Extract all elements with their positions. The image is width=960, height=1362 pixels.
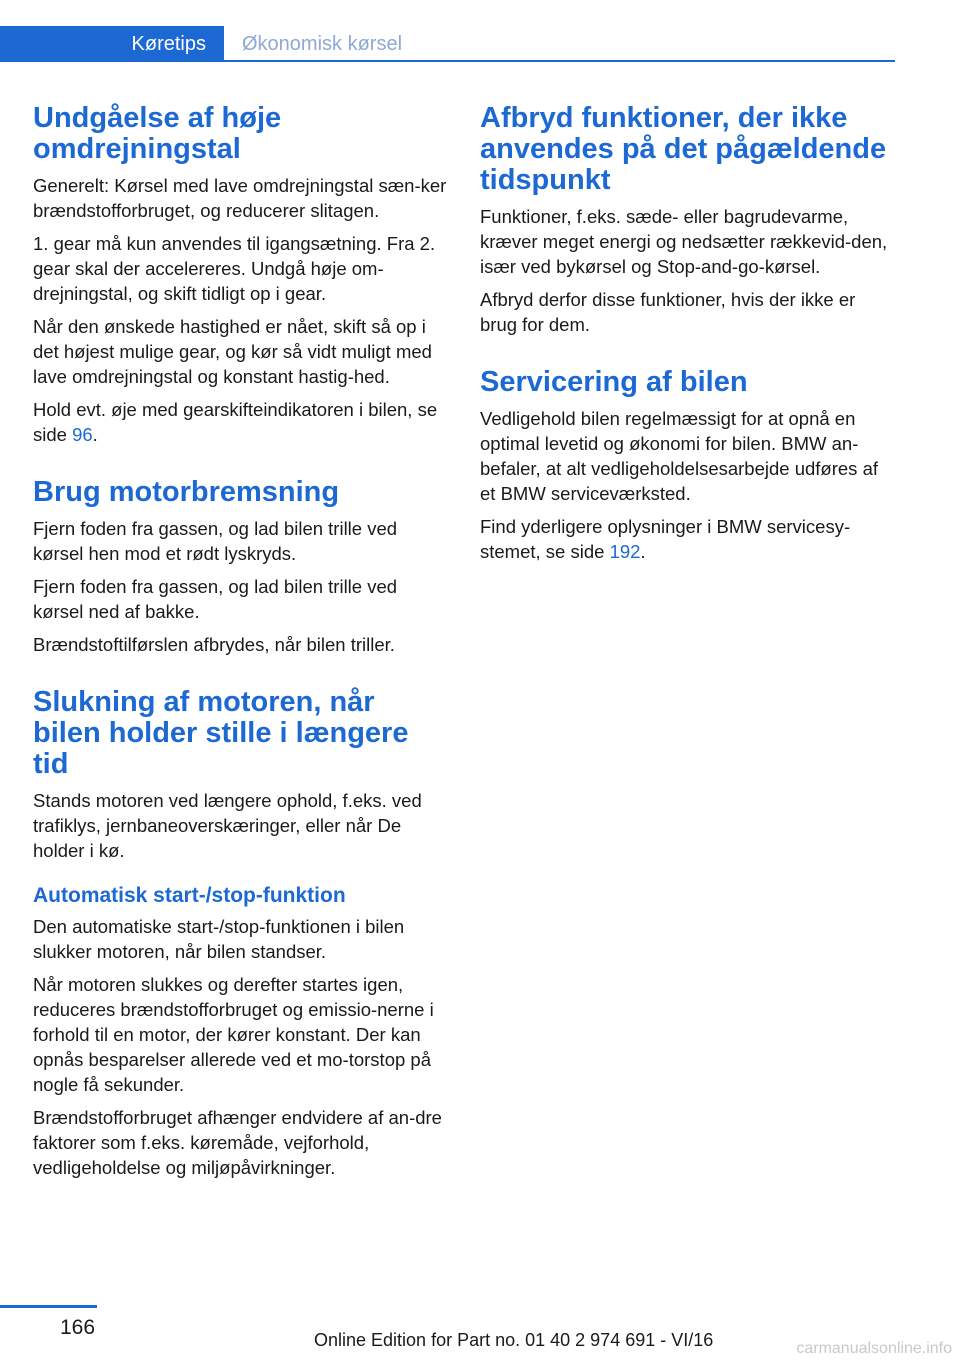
heading-slukning: Slukning af motoren, når bilen holder stille i længere tid [33, 686, 409, 780]
heading-servicering: Servicering af bilen [480, 366, 748, 398]
edition-text: Online Edition for Part no. 01 40 2 974 691 - VI/16 [314, 1330, 714, 1350]
paragraph: Fjern foden fra gassen, og lad bilen trille ved kørsel hen mod et rødt lyskryds. [33, 518, 398, 564]
header-rule [0, 60, 895, 62]
watermark: carmanualsonline.info [796, 1340, 952, 1357]
page-ref-link-192[interactable]: 192 [609, 541, 641, 562]
paragraph: Funktioner, f.eks. sæde- eller bagrudevarme, kræver meget energi og nedsætter rækkevid-den, især ved bykørsel og Stop-and-go-kørsel. [480, 206, 888, 277]
paragraph-text: Find yderligere oplysninger i BMW servicesy-stemet, se side [480, 516, 851, 562]
paragraph: Afbryd derfor disse funktioner, hvis der ikke er brug for dem. [480, 289, 856, 335]
footer-rule [0, 1305, 97, 1308]
paragraph-end: . [92, 424, 98, 445]
chapter-header [0, 26, 895, 62]
tab-koretips[interactable]: Køretips [0, 26, 224, 62]
left-column [33, 103, 449, 1188]
paragraph: Vedligehold bilen regelmæssigt for at opnå en optimal levetid og økonomi for bilen. BMW an-befaler, at alt vedligeholdelsesarbejde udføres af et BMW serviceværksted. [480, 408, 879, 504]
paragraph: Brændstoftilførslen afbrydes, når bilen triller. [33, 634, 395, 655]
paragraph-with-ref [33, 397, 449, 447]
heading-afbryd-funktioner: Afbryd funktioner, der ikke anvendes på det pågældende tidspunkt [480, 102, 887, 196]
subheading-start-stop: Automatisk start-/stop-funktion [33, 884, 346, 907]
paragraph-with-ref [480, 514, 896, 564]
paragraph: Den automatiske start-/stop-funktionen i bilen slukker motoren, når bilen standser. [33, 916, 405, 962]
page-number: 166 [60, 1316, 96, 1339]
paragraph: 1. gear må kun anvendes til igangsætning. Fra 2. gear skal der accelereres. Undgå høje om-drejningstal, og skift tidligt op i gear. [33, 233, 436, 304]
paragraph: Generelt: Kørsel med lave omdrejningstal sæn-ker brændstofforbruget, og reducerer slitagen. [33, 175, 447, 221]
heading-motorbremsning: Brug motorbremsning [33, 476, 340, 508]
paragraph: Når motoren slukkes og derefter startes igen, reduceres brændstofforbruget og emissio-nerne i forhold til en motor, der kører konstant. Der kan opnås besparelser allerede ved et mo-torstop på nogle få sekunder. [33, 974, 434, 1095]
right-column [480, 103, 896, 572]
paragraph: Fjern foden fra gassen, og lad bilen trille ved kørsel ned af bakke. [33, 576, 398, 622]
paragraph: Brændstofforbruget afhænger endvidere af an-dre faktorer som f.eks. køremåde, vejforhold, vedligeholdelse og miljøpåvirkninger. [33, 1107, 442, 1178]
paragraph: Stands motoren ved længere ophold, f.eks. ved trafiklys, jernbaneoverskæringer, eller når De holder i kø. [33, 790, 422, 861]
paragraph-text: Hold evt. øje med gearskifteindikatoren i bilen, se side [33, 399, 438, 445]
heading-undgaaelse: Undgåelse af høje omdrejningstal [33, 102, 282, 165]
page-ref-link-96[interactable]: 96 [72, 424, 93, 445]
paragraph: Når den ønskede hastighed er nået, skift så op i det højest mulige gear, og kør så vidt muligt med lave omdrejningstal og konstant hastig-hed. [33, 316, 432, 387]
paragraph-end: . [640, 541, 646, 562]
tab-okonomisk-korsel[interactable]: Økonomisk kørsel [242, 33, 403, 55]
